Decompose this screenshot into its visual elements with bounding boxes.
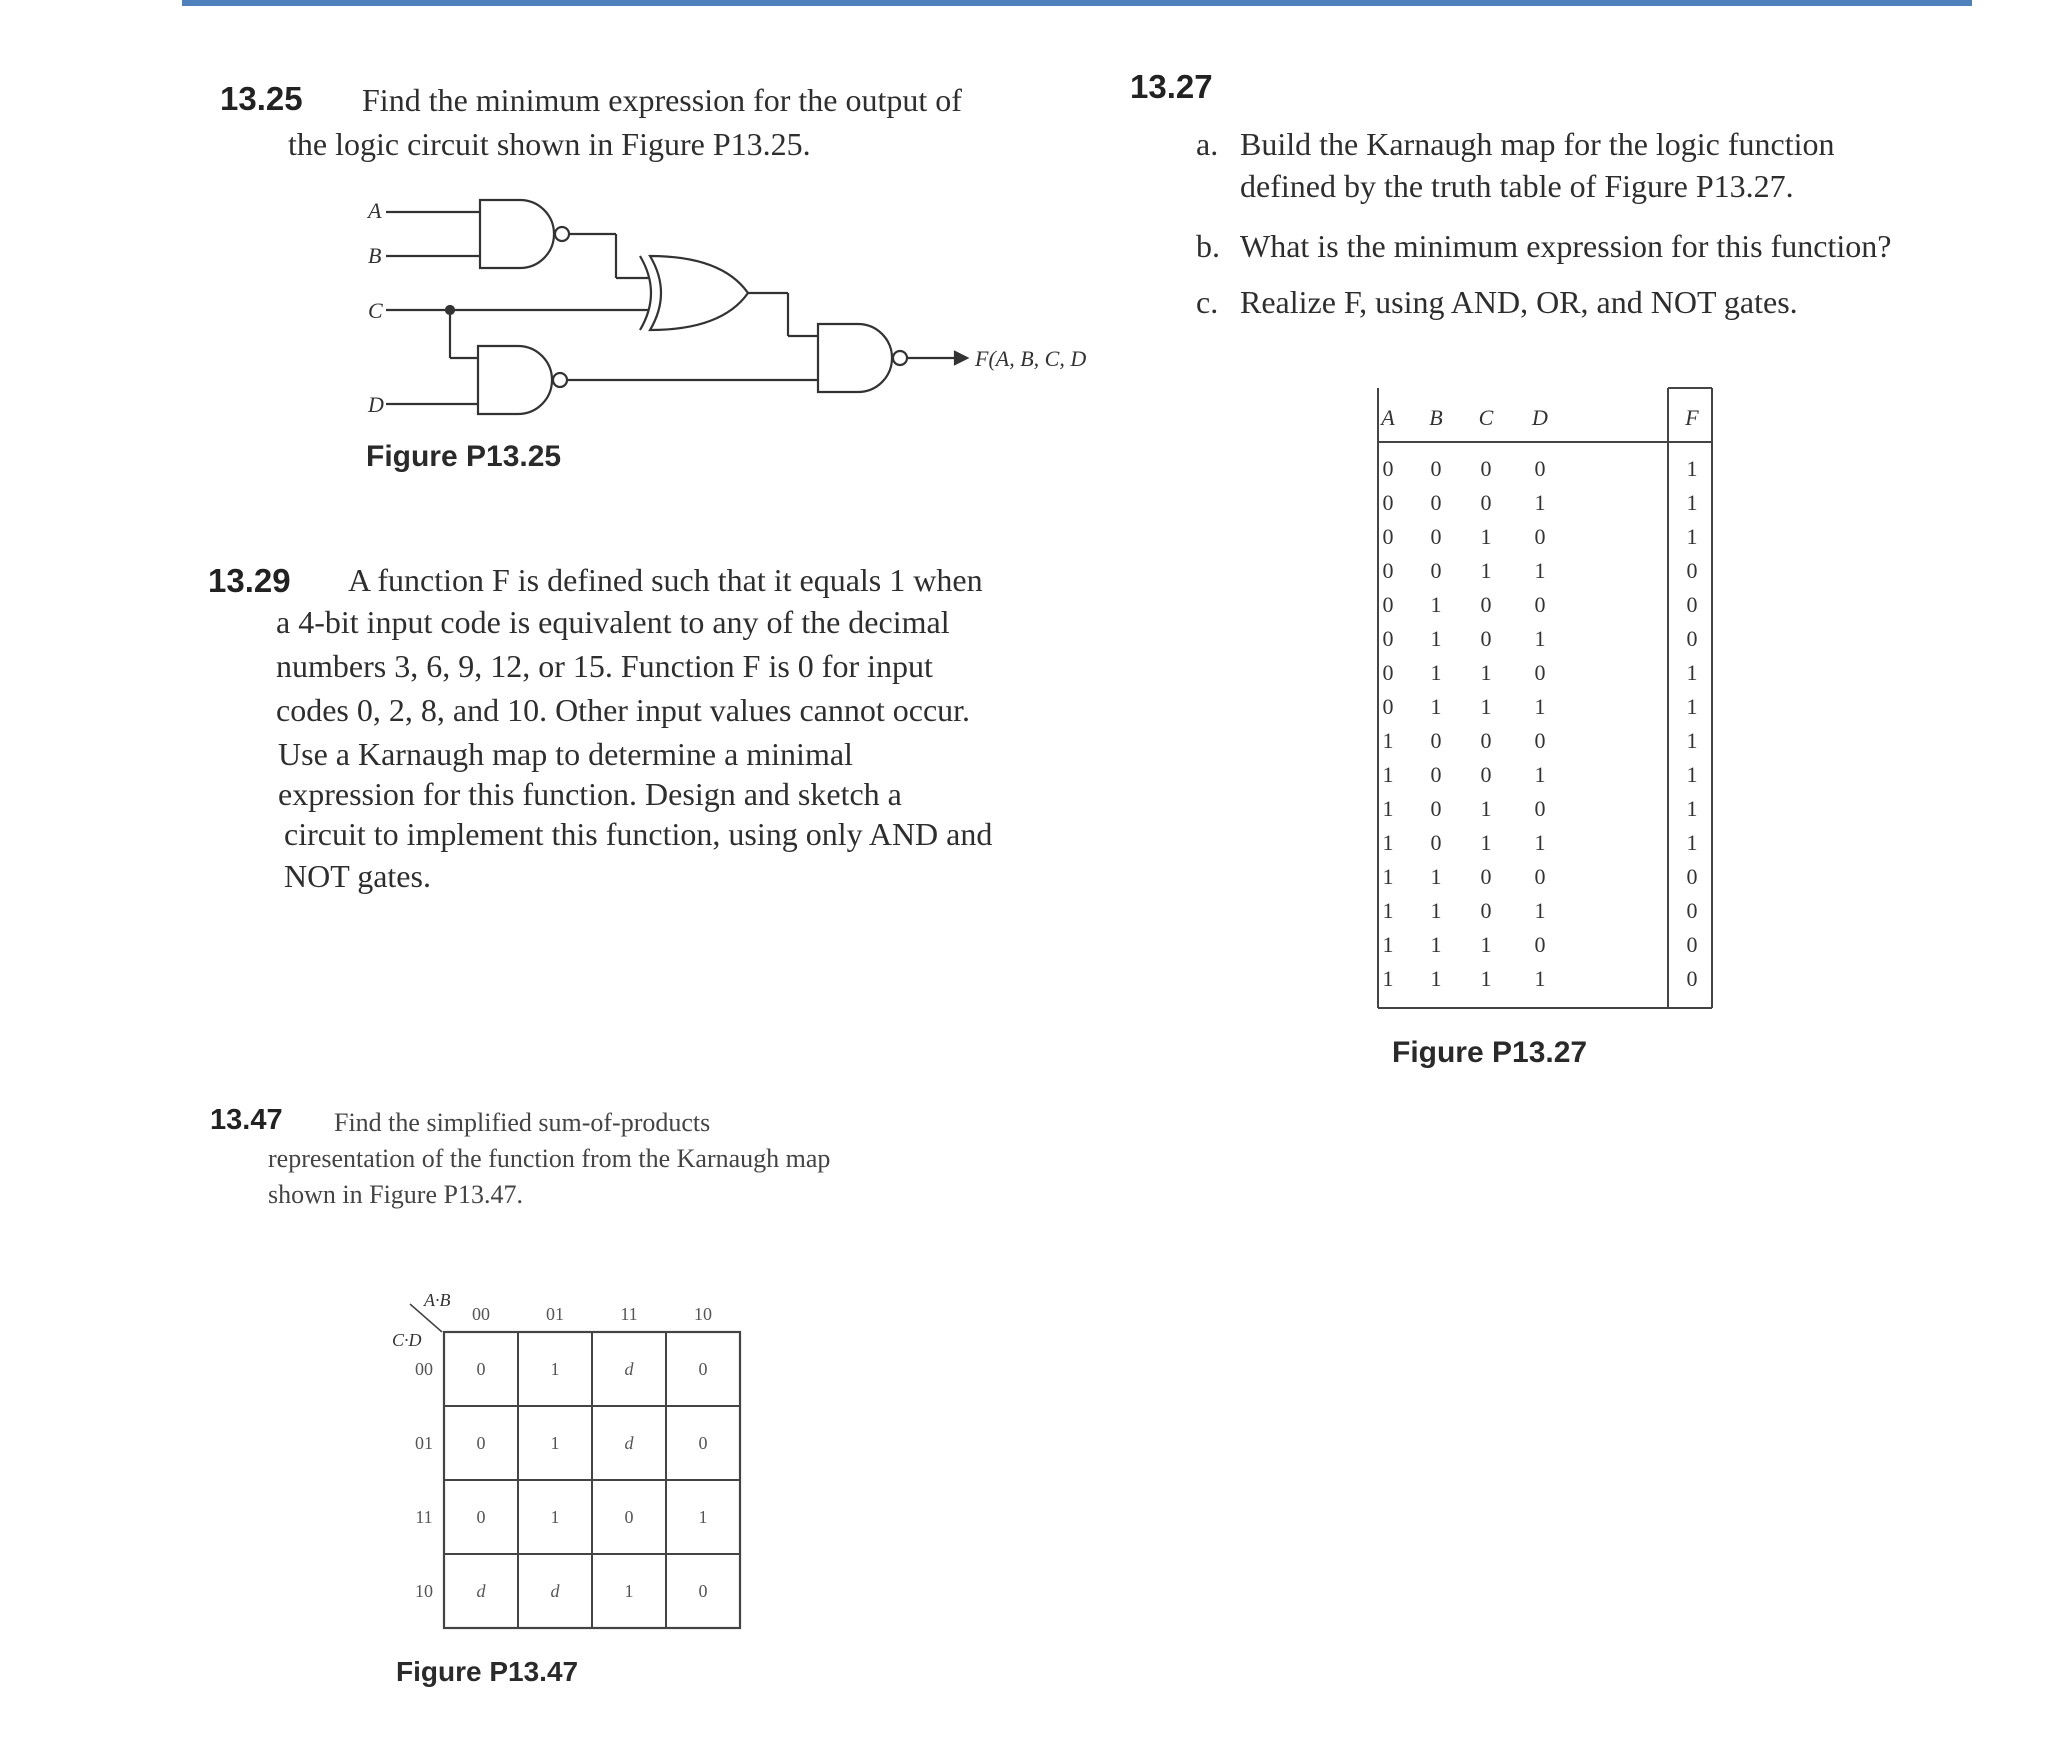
problem-text-line: the logic circuit shown in Figure P13.25. xyxy=(288,126,811,162)
truth-table-cell: 1 xyxy=(1430,592,1442,617)
truth-table-cell: 0 xyxy=(1430,558,1442,583)
problem-number: 13.29 xyxy=(208,562,291,599)
truth-table-cell: 1 xyxy=(1480,660,1492,685)
truth-table-cell: 1 xyxy=(1686,456,1698,481)
figure-caption: Figure P13.25 xyxy=(366,440,562,473)
truth-table-cell: 0 xyxy=(1430,524,1442,549)
kmap-row-header: 10 xyxy=(415,1581,433,1601)
truth-table-cell: 1 xyxy=(1480,694,1492,719)
truth-table-row xyxy=(1383,932,1698,957)
xor-gate xyxy=(650,256,748,330)
problem-number: 13.47 xyxy=(210,1104,283,1136)
truth-table-cell: 0 xyxy=(1534,932,1546,957)
kmap-cell: d xyxy=(624,1359,634,1379)
truth-table-cell: 1 xyxy=(1382,728,1394,753)
item-marker: b. xyxy=(1196,228,1220,264)
truth-table-row xyxy=(1383,966,1698,991)
kmap-row-header: 01 xyxy=(415,1433,433,1453)
truth-table-cell: 1 xyxy=(1430,694,1442,719)
truth-table-cell: 0 xyxy=(1382,694,1394,719)
truth-table-cell: 0 xyxy=(1430,490,1442,515)
truth-table-cell: 1 xyxy=(1686,728,1698,753)
truth-table-cell: 0 xyxy=(1534,660,1546,685)
truth-table-cell: 1 xyxy=(1430,966,1442,991)
truth-table-cell: 1 xyxy=(1382,796,1394,821)
top-rule xyxy=(182,0,1972,6)
truth-table-cell: 0 xyxy=(1480,626,1492,651)
kmap-cell: 1 xyxy=(550,1507,560,1527)
item-text-line: Build the Karnaugh map for the logic function xyxy=(1240,126,1835,162)
kmap-col-header: 01 xyxy=(546,1304,564,1324)
truth-table-cell: 0 xyxy=(1686,966,1698,991)
truth-table-header: B xyxy=(1429,405,1443,430)
truth-table-cell: 0 xyxy=(1480,864,1492,889)
kmap-cell: 1 xyxy=(698,1507,708,1527)
truth-table-cell: 0 xyxy=(1480,490,1492,515)
truth-table-cell: 0 xyxy=(1480,592,1492,617)
truth-table-cell: 1 xyxy=(1430,660,1442,685)
truth-table-row xyxy=(1383,796,1698,821)
truth-table-row xyxy=(1383,592,1698,617)
truth-table-cell: 0 xyxy=(1686,626,1698,651)
truth-table-header: F xyxy=(1685,405,1699,430)
problem-text-line: Find the simplified sum-of-products xyxy=(334,1108,711,1137)
truth-table-cell: 1 xyxy=(1480,830,1492,855)
problem-text-line: A function F is defined such that it equals 1 when xyxy=(348,562,983,598)
input-label-c: C xyxy=(368,298,383,323)
logic-circuit-diagram xyxy=(350,190,1130,430)
truth-table-cell: 1 xyxy=(1686,524,1698,549)
karnaugh-map xyxy=(380,1270,760,1650)
kmap-row-header: 00 xyxy=(415,1359,433,1379)
problem-text-line: Find the minimum expression for the output of xyxy=(362,82,962,118)
truth-table-cell: 0 xyxy=(1430,762,1442,787)
truth-table-cell: 0 xyxy=(1382,660,1394,685)
truth-table-cell: 0 xyxy=(1686,932,1698,957)
truth-table-cell: 1 xyxy=(1480,558,1492,583)
truth-table-cell: 1 xyxy=(1686,762,1698,787)
truth-table-cell: 1 xyxy=(1382,932,1394,957)
truth-table-cell: 1 xyxy=(1534,966,1546,991)
problem-text-line: a 4-bit input code is equivalent to any of the decimal xyxy=(276,604,950,640)
kmap-cell: 0 xyxy=(698,1581,708,1601)
input-label-a: A xyxy=(368,198,382,223)
truth-table-cell: 0 xyxy=(1480,728,1492,753)
truth-table-row xyxy=(1383,728,1698,753)
kmap-col-header: 11 xyxy=(620,1304,638,1324)
truth-table-cell: 1 xyxy=(1430,864,1442,889)
truth-table-cell: 0 xyxy=(1430,456,1442,481)
truth-table-cell: 0 xyxy=(1382,626,1394,651)
figure-caption: Figure P13.47 xyxy=(396,1656,579,1687)
item-marker: c. xyxy=(1196,284,1219,320)
item-text-line: What is the minimum expression for this function? xyxy=(1240,228,1892,264)
truth-table-cell: 0 xyxy=(1382,524,1394,549)
kmap-col-header: 00 xyxy=(472,1304,490,1324)
truth-table xyxy=(1370,380,1720,1020)
truth-table-cell: 0 xyxy=(1686,898,1698,923)
truth-table-cell: 1 xyxy=(1480,932,1492,957)
kmap-cell: d xyxy=(624,1433,634,1453)
problem-number: 13.27 xyxy=(1130,68,1213,105)
truth-table-cell: 1 xyxy=(1686,660,1698,685)
problem-text-line: circuit to implement this function, using only AND and xyxy=(284,816,993,852)
truth-table-cell: 1 xyxy=(1480,524,1492,549)
problem-text-line: shown in Figure P13.47. xyxy=(268,1180,523,1209)
truth-table-row xyxy=(1383,558,1698,583)
item-text-line: defined by the truth table of Figure P13.27. xyxy=(1240,168,1794,204)
truth-table-cell: 0 xyxy=(1382,592,1394,617)
truth-table-header: A xyxy=(1381,405,1395,430)
truth-table-row xyxy=(1383,456,1698,481)
truth-table-cell: 1 xyxy=(1382,966,1394,991)
kmap-cell: 0 xyxy=(624,1507,634,1527)
truth-table-cell: 0 xyxy=(1534,796,1546,821)
problem-text-line: Use a Karnaugh map to determine a minimal xyxy=(278,736,853,772)
truth-table-row xyxy=(1383,660,1698,685)
truth-table-cell: 0 xyxy=(1534,864,1546,889)
problem-text-line: NOT gates. xyxy=(284,858,431,894)
truth-table-cell: 0 xyxy=(1686,558,1698,583)
kmap-cell: 0 xyxy=(698,1359,708,1379)
truth-table-cell: 0 xyxy=(1480,762,1492,787)
figure-caption: Figure P13.27 xyxy=(1392,1036,1588,1069)
output-label: F(A, B, C, D xyxy=(975,346,1087,371)
truth-table-cell: 0 xyxy=(1686,592,1698,617)
item-text-line: Realize F, using AND, OR, and NOT gates. xyxy=(1240,284,1798,320)
kmap-row-variable: C·D xyxy=(392,1330,422,1350)
nand-gate-1 xyxy=(480,200,554,268)
truth-table-row xyxy=(1383,626,1698,651)
truth-table-cell: 0 xyxy=(1534,592,1546,617)
truth-table-cell: 1 xyxy=(1430,932,1442,957)
kmap-col-header: 10 xyxy=(694,1304,712,1324)
truth-table-cell: 0 xyxy=(1480,898,1492,923)
truth-table-header: C xyxy=(1478,405,1494,430)
truth-table-cell: 1 xyxy=(1686,490,1698,515)
truth-table-cell: 0 xyxy=(1430,728,1442,753)
truth-table-cell: 1 xyxy=(1534,626,1546,651)
problem-number: 13.25 xyxy=(220,80,303,117)
kmap-cell: 0 xyxy=(698,1433,708,1453)
problem-text-line: representation of the function from the Karnaugh map xyxy=(268,1144,831,1173)
kmap-cell: 1 xyxy=(550,1433,560,1453)
truth-table-cell: 1 xyxy=(1686,796,1698,821)
truth-table-cell: 1 xyxy=(1382,830,1394,855)
problem-text-line: expression for this function. Design and sketch a xyxy=(278,776,902,812)
truth-table-cell: 0 xyxy=(1534,728,1546,753)
problem-text-line: codes 0, 2, 8, and 10. Other input values cannot occur. xyxy=(276,692,971,728)
truth-table-row xyxy=(1383,830,1698,855)
truth-table-cell: 1 xyxy=(1686,830,1698,855)
kmap-cell: 1 xyxy=(550,1359,560,1379)
kmap-cell: d xyxy=(550,1581,560,1601)
truth-table-row xyxy=(1383,490,1698,515)
truth-table-row xyxy=(1383,864,1698,889)
truth-table-row xyxy=(1383,762,1698,787)
kmap-cell: 1 xyxy=(624,1581,634,1601)
kmap-row-header: 11 xyxy=(415,1507,433,1527)
truth-table-cell: 0 xyxy=(1430,796,1442,821)
truth-table-header: D xyxy=(1532,405,1548,430)
truth-table-cell: 1 xyxy=(1382,762,1394,787)
truth-table-cell: 1 xyxy=(1430,898,1442,923)
truth-table-cell: 1 xyxy=(1534,558,1546,583)
item-marker: a. xyxy=(1196,126,1219,162)
problem-text-line: numbers 3, 6, 9, 12, or 15. Function F is 0 for input xyxy=(276,648,933,684)
truth-table-cell: 1 xyxy=(1534,762,1546,787)
kmap-col-variable: A·B xyxy=(424,1290,451,1310)
truth-table-cell: 1 xyxy=(1534,830,1546,855)
truth-table-cell: 1 xyxy=(1480,966,1492,991)
kmap-cell: 0 xyxy=(476,1507,486,1527)
truth-table-row xyxy=(1383,694,1698,719)
truth-table-cell: 0 xyxy=(1382,456,1394,481)
truth-table-cell: 0 xyxy=(1382,558,1394,583)
kmap-cell: 0 xyxy=(476,1433,486,1453)
truth-table-cell: 1 xyxy=(1534,694,1546,719)
truth-table-row xyxy=(1383,524,1698,549)
kmap-cell: 0 xyxy=(476,1359,486,1379)
truth-table-cell: 1 xyxy=(1534,490,1546,515)
truth-table-cell: 1 xyxy=(1382,898,1394,923)
truth-table-cell: 0 xyxy=(1382,490,1394,515)
truth-table-row xyxy=(1383,898,1698,923)
truth-table-cell: 0 xyxy=(1534,456,1546,481)
nand-gate-output xyxy=(818,324,892,392)
kmap-cell: d xyxy=(476,1581,486,1601)
truth-table-cell: 0 xyxy=(1430,830,1442,855)
truth-table-cell: 1 xyxy=(1382,864,1394,889)
truth-table-cell: 1 xyxy=(1686,694,1698,719)
truth-table-cell: 1 xyxy=(1480,796,1492,821)
input-label-b: B xyxy=(368,243,382,268)
truth-table-cell: 0 xyxy=(1480,456,1492,481)
truth-table-cell: 0 xyxy=(1686,864,1698,889)
nand-gate-2 xyxy=(478,346,552,414)
truth-table-cell: 1 xyxy=(1430,626,1442,651)
input-label-d: D xyxy=(368,392,384,417)
truth-table-cell: 1 xyxy=(1534,898,1546,923)
truth-table-cell: 0 xyxy=(1534,524,1546,549)
